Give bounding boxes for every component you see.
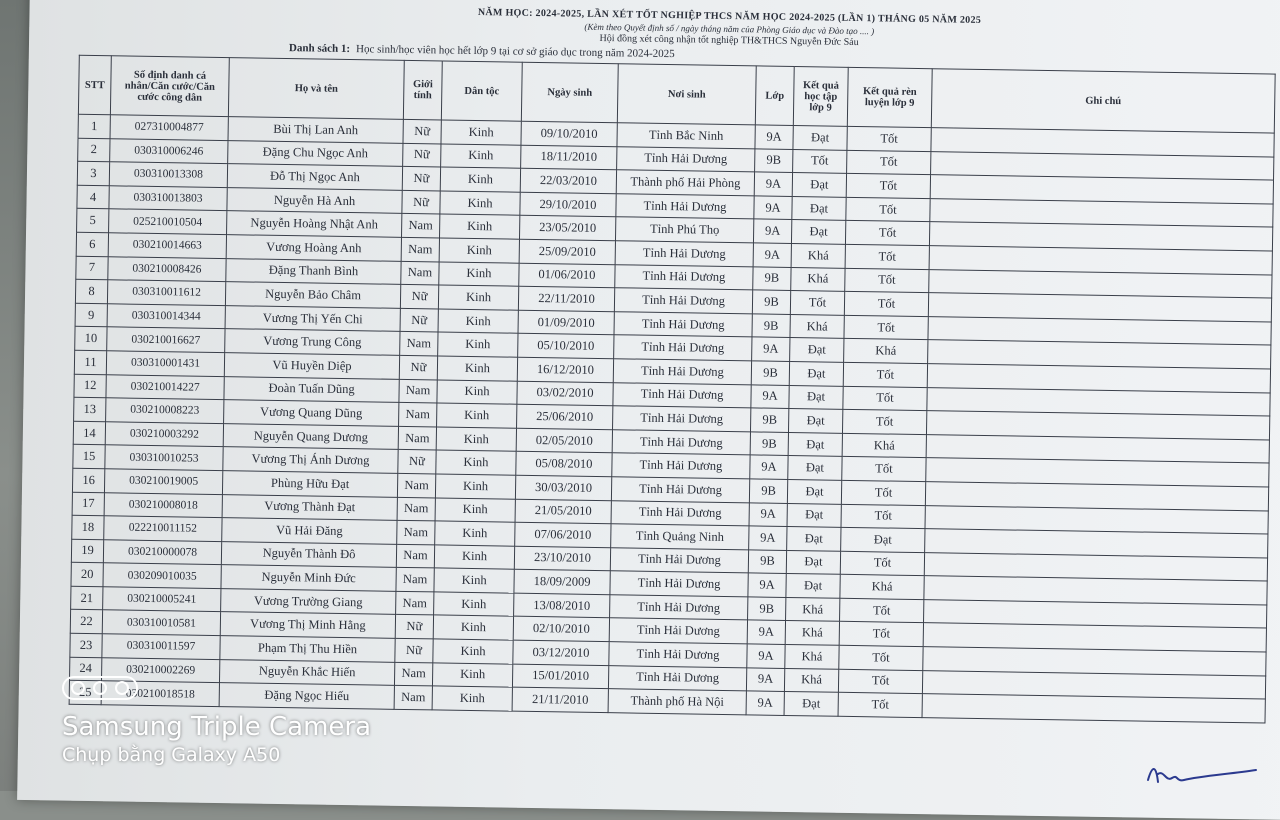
cell-id: 030310011597 — [102, 634, 220, 659]
cell-dob: 07/06/2010 — [515, 522, 611, 547]
cell-id: 030310006246 — [110, 138, 228, 163]
cell-stt: 24 — [70, 657, 102, 681]
cell-birthplace: Tỉnh Hải Dương — [608, 665, 746, 691]
cell-name: Vương Trung Công — [225, 329, 400, 355]
cell-birthplace: Tỉnh Hải Dương — [615, 241, 753, 267]
cell-conduct-result: Tốt — [842, 457, 926, 482]
cell-birthplace: Tỉnh Hải Dương — [616, 194, 754, 220]
cell-birthplace: Tỉnh Hải Dương — [613, 359, 751, 385]
cell-name: Nguyễn Khắc Hiến — [219, 659, 394, 685]
cell-class: 9A — [747, 620, 785, 644]
cell-birthplace: Tỉnh Hải Dương — [614, 288, 752, 314]
cell-dob: 01/09/2010 — [518, 310, 614, 335]
cell-name: Đặng Chu Ngọc Anh — [228, 140, 403, 166]
cell-dob: 25/06/2010 — [517, 404, 613, 429]
cell-dob: 18/11/2010 — [521, 145, 617, 170]
cell-gender: Nữ — [398, 450, 436, 474]
cell-birthplace: Tỉnh Hải Dương — [610, 571, 748, 597]
cell-ethnic: Kinh — [432, 663, 512, 688]
cell-study-result: Đạt — [789, 385, 843, 409]
cell-study-result: Đạt — [787, 503, 841, 527]
cell-dob: 02/05/2010 — [516, 428, 612, 453]
cell-ethnic: Kinh — [440, 167, 520, 192]
cell-dob: 22/11/2010 — [518, 286, 614, 311]
cell-name: Nguyễn Hà Anh — [227, 187, 402, 213]
cell-id: 030310013803 — [109, 186, 227, 211]
cell-ethnic: Kinh — [434, 568, 514, 593]
cell-class: 9B — [753, 266, 791, 290]
cell-dob: 09/10/2010 — [521, 121, 617, 146]
cell-study-result: Tốt — [790, 291, 844, 315]
cell-stt: 7 — [76, 256, 108, 280]
cell-birthplace: Thành phố Hà Nội — [608, 689, 746, 715]
cell-name: Phùng Hữu Đạt — [222, 470, 397, 496]
cell-stt: 25 — [69, 680, 101, 704]
col-ethnic: Dân tộc — [441, 61, 522, 121]
table-body — [69, 114, 1274, 723]
cell-class: 9A — [752, 337, 790, 361]
cell-id: 030210008018 — [104, 492, 222, 517]
cell-class: 9A — [755, 125, 793, 149]
cell-conduct-result: Tốt — [841, 480, 925, 505]
cell-class: 9A — [750, 455, 788, 479]
cell-conduct-result: Khá — [842, 433, 926, 458]
cell-class: 9B — [748, 597, 786, 621]
cell-birthplace: Tỉnh Hải Dương — [610, 547, 748, 573]
cell-id: 030210019005 — [104, 469, 222, 494]
cell-stt: 16 — [72, 468, 104, 492]
cell-name: Đặng Thanh Bình — [226, 258, 401, 284]
cell-name: Nguyễn Quang Dương — [223, 423, 398, 449]
cell-conduct-result: Tốt — [843, 386, 927, 411]
cell-class: 9A — [749, 502, 787, 526]
cell-name: Vương Quang Dũng — [224, 400, 399, 426]
col-id: Số định danh cá nhân/Căn cước/Căn cước công dân — [110, 56, 229, 117]
cell-name: Phạm Thị Thu Hiền — [220, 636, 395, 662]
cell-ethnic: Kinh — [441, 144, 521, 169]
cell-gender: Nam — [396, 591, 434, 615]
cell-gender: Nam — [397, 520, 435, 544]
cell-ethnic: Kinh — [438, 285, 518, 310]
cell-class: 9B — [752, 290, 790, 314]
cell-conduct-result: Tốt — [839, 622, 923, 647]
cell-study-result: Khá — [785, 645, 839, 669]
cell-study-result: Đạt — [786, 574, 840, 598]
cell-conduct-result: Tốt — [838, 693, 922, 718]
handwritten-signature — [1140, 752, 1260, 792]
cell-stt: 12 — [74, 374, 106, 398]
cell-stt: 1 — [78, 114, 110, 138]
cell-study-result: Đạt — [787, 479, 841, 503]
cell-name: Đỗ Thị Ngọc Anh — [227, 164, 402, 190]
cell-birthplace: Tỉnh Quảng Ninh — [611, 524, 749, 550]
cell-birthplace: Tỉnh Bắc Ninh — [617, 123, 755, 149]
cell-study-result: Đạt — [788, 456, 842, 480]
cell-name: Bùi Thị Lan Anh — [228, 117, 403, 143]
cell-conduct-result: Tốt — [840, 598, 924, 623]
cell-ethnic: Kinh — [433, 615, 513, 640]
cell-birthplace: Tỉnh Hải Dương — [610, 595, 748, 621]
cell-class: 9B — [749, 479, 787, 503]
cell-id: 030310013308 — [109, 162, 227, 187]
cell-stt: 11 — [74, 350, 106, 374]
cell-birthplace: Tỉnh Hải Dương — [611, 500, 749, 526]
cell-class: 9A — [754, 172, 792, 196]
cell-birthplace: Tỉnh Hải Dương — [614, 311, 752, 337]
cell-stt: 6 — [76, 232, 108, 256]
cell-gender: Nữ — [403, 119, 441, 143]
cell-birthplace: Tỉnh Hải Dương — [615, 264, 753, 290]
cell-class: 9B — [755, 149, 793, 173]
cell-name: Vũ Hải Đăng — [222, 518, 397, 544]
col-stt: STT — [78, 55, 111, 114]
cell-study-result: Khá — [786, 597, 840, 621]
cell-class: 9B — [748, 550, 786, 574]
cell-dob: 16/12/2010 — [517, 357, 613, 382]
cell-ethnic: Kinh — [435, 521, 515, 546]
cell-id: 025210010504 — [109, 209, 227, 234]
cell-id: 030210000078 — [103, 539, 221, 564]
cell-gender: Nữ — [399, 355, 437, 379]
cell-dob: 18/09/2009 — [514, 569, 610, 594]
cell-study-result: Đạt — [788, 409, 842, 433]
cell-study-result: Khá — [791, 243, 845, 267]
col-name: Họ và tên — [228, 58, 404, 120]
col-class: Lớp — [755, 66, 794, 126]
cell-gender: Nữ — [395, 638, 433, 662]
cell-conduct-result: Tốt — [843, 362, 927, 387]
cell-gender: Nam — [401, 261, 439, 285]
cell-ethnic: Kinh — [434, 592, 514, 617]
cell-conduct-result: Khá — [840, 575, 924, 600]
cell-name: Nguyễn Minh Đức — [221, 565, 396, 591]
cell-gender: Nữ — [400, 308, 438, 332]
cell-conduct-result: Tốt — [840, 551, 924, 576]
cell-gender: Nam — [401, 237, 439, 261]
cell-study-result: Khá — [791, 267, 845, 291]
cell-notes — [922, 694, 1265, 723]
cell-conduct-result: Tốt — [845, 221, 929, 246]
cell-id: 030310010581 — [102, 610, 220, 635]
cell-stt: 5 — [77, 209, 109, 233]
cell-ethnic: Kinh — [434, 545, 514, 570]
cell-ethnic: Kinh — [437, 356, 517, 381]
cell-id: 022210011152 — [104, 516, 222, 541]
cell-ethnic: Kinh — [432, 686, 512, 711]
cell-conduct-result: Tốt — [847, 126, 931, 151]
cell-study-result: Đạt — [791, 220, 845, 244]
cell-id: 030210016627 — [107, 327, 225, 352]
cell-conduct-result: Tốt — [839, 645, 923, 670]
cell-gender: Nữ — [402, 167, 440, 191]
cell-name: Nguyễn Thành Đô — [221, 541, 396, 567]
cell-gender: Nam — [399, 379, 437, 403]
cell-class: 9B — [750, 408, 788, 432]
cell-study-result: Đạt — [793, 126, 847, 150]
cell-name: Nguyễn Hoàng Nhật Anh — [227, 211, 402, 237]
cell-conduct-result: Tốt — [844, 291, 928, 316]
cell-ethnic: Kinh — [437, 403, 517, 428]
cell-birthplace: Tỉnh Hải Dương — [609, 618, 747, 644]
cell-dob: 21/11/2010 — [512, 687, 608, 712]
cell-name: Nguyễn Bảo Châm — [225, 282, 400, 308]
cell-ethnic: Kinh — [435, 474, 515, 499]
cell-id: 030210018518 — [101, 681, 219, 706]
cell-ethnic: Kinh — [436, 427, 516, 452]
cell-dob: 03/12/2010 — [513, 640, 609, 665]
cell-class: 9A — [746, 667, 784, 691]
cell-study-result: Khá — [784, 668, 838, 692]
cell-ethnic: Kinh — [437, 379, 517, 404]
cell-stt: 14 — [73, 421, 105, 445]
cell-birthplace: Thành phố Hải Phòng — [616, 170, 754, 196]
cell-gender: Nam — [400, 332, 438, 356]
cell-study-result: Khá — [790, 314, 844, 338]
cell-class: 9A — [751, 384, 789, 408]
cell-dob: 03/02/2010 — [517, 381, 613, 406]
cell-id: 030210008223 — [106, 398, 224, 423]
cell-conduct-result: Tốt — [847, 150, 931, 175]
cell-stt: 9 — [75, 303, 107, 327]
cell-stt: 3 — [77, 161, 109, 185]
cell-id: 030210003292 — [105, 421, 223, 446]
cell-class: 9B — [752, 314, 790, 338]
cell-id: 030310010253 — [105, 445, 223, 470]
cell-gender: Nữ — [402, 190, 440, 214]
cell-dob: 22/03/2010 — [520, 168, 616, 193]
cell-dob: 21/05/2010 — [515, 499, 611, 524]
cell-dob: 23/10/2010 — [514, 546, 610, 571]
cell-id: 030209010035 — [103, 563, 221, 588]
cell-stt: 18 — [72, 515, 104, 539]
cell-id: 030310014344 — [107, 304, 225, 329]
cell-gender: Nữ — [403, 143, 441, 167]
cell-conduct-result: Tốt — [841, 504, 925, 529]
cell-class: 9A — [754, 196, 792, 220]
document-heading: NĂM HỌC: 2024-2025, LẦN XÉT TỐT NGHIỆP THCS NĂM HỌC 2024-2025 (LẦN 1) THÁNG 05 NĂM 2025 — [477, 7, 982, 26]
cell-class: 9A — [749, 526, 787, 550]
cell-ethnic: Kinh — [435, 497, 515, 522]
cell-birthplace: Tỉnh Hải Dương — [612, 429, 750, 455]
cell-dob: 30/03/2010 — [515, 475, 611, 500]
cell-stt: 22 — [70, 610, 102, 634]
cell-conduct-result: Tốt — [845, 244, 929, 269]
cell-gender: Nam — [399, 402, 437, 426]
cell-stt: 13 — [74, 397, 106, 421]
cell-name: Vương Trường Giang — [221, 588, 396, 614]
col-conduct-result: Kết quả rèn luyện lớp 9 — [847, 67, 932, 127]
cell-stt: 19 — [71, 539, 103, 563]
cell-dob: 02/10/2010 — [513, 617, 609, 642]
cell-stt: 17 — [72, 492, 104, 516]
printed-document — [17, 0, 1280, 820]
cell-dob: 13/08/2010 — [514, 593, 610, 618]
cell-study-result: Đạt — [787, 527, 841, 551]
cell-stt: 20 — [71, 563, 103, 587]
cell-ethnic: Kinh — [440, 191, 520, 216]
cell-id: 030210008426 — [108, 256, 226, 281]
cell-stt: 10 — [75, 327, 107, 351]
cell-conduct-result: Tốt — [838, 669, 922, 694]
triple-lens-icon — [62, 676, 138, 700]
cell-class: 9B — [751, 361, 789, 385]
cell-name: Vương Thị Yến Chi — [225, 305, 400, 331]
col-notes: Ghi chú — [931, 69, 1275, 133]
cell-study-result: Đạt — [792, 196, 846, 220]
cell-study-result: Tốt — [793, 149, 847, 173]
cell-ethnic: Kinh — [436, 450, 516, 475]
cell-study-result: Khá — [785, 621, 839, 645]
cell-id: 030310001431 — [106, 351, 224, 376]
cell-birthplace: Tỉnh Hải Dương — [614, 335, 752, 361]
watermark-subtitle: Chụp bằng Galaxy A50 — [62, 744, 281, 766]
cell-dob: 05/10/2010 — [518, 334, 614, 359]
cell-gender: Nam — [396, 568, 434, 592]
cell-class: 9A — [753, 219, 791, 243]
cell-id: 027310004877 — [110, 115, 228, 140]
cell-ethnic: Kinh — [439, 214, 519, 239]
cell-study-result: Đạt — [784, 692, 838, 716]
cell-stt: 21 — [71, 586, 103, 610]
cell-gender: Nam — [398, 426, 436, 450]
cell-gender: Nam — [402, 214, 440, 238]
cell-conduct-result: Tốt — [845, 268, 929, 293]
cell-gender: Nam — [396, 544, 434, 568]
cell-gender: Nữ — [400, 285, 438, 309]
decision-reference: (Kèm theo Quyết định số / ngày tháng năm của Phòng Giáo dục và Đào tạo .... ) — [584, 21, 875, 37]
cell-conduct-result: Tốt — [844, 315, 928, 340]
cell-study-result: Đạt — [790, 338, 844, 362]
cell-dob: 25/09/2010 — [519, 239, 615, 264]
list-label: Danh sách 1: — [288, 42, 351, 56]
cell-name: Đoàn Tuấn Dũng — [224, 376, 399, 402]
cell-class: 9A — [746, 691, 784, 715]
cell-dob: 23/05/2010 — [519, 216, 615, 241]
student-roster-table — [69, 55, 1276, 724]
cell-stt: 2 — [78, 138, 110, 162]
cell-id: 030210014663 — [108, 233, 226, 258]
cell-dob: 01/06/2010 — [519, 263, 615, 288]
cell-gender: Nam — [397, 497, 435, 521]
cell-conduct-result: Tốt — [846, 197, 930, 222]
cell-name: Vương Thị Ánh Dương — [223, 447, 398, 473]
cell-study-result: Đạt — [789, 361, 843, 385]
col-birthplace: Nơi sinh — [617, 64, 756, 125]
cell-dob: 29/10/2010 — [520, 192, 616, 217]
cell-stt: 8 — [75, 279, 107, 303]
council-name: Hội đồng xét công nhận tốt nghiệp TH&THCS Nguyễn Đức Sáu — [599, 32, 859, 49]
cell-study-result: Đạt — [786, 550, 840, 574]
cell-class: 9A — [753, 243, 791, 267]
cell-conduct-result: Tốt — [846, 174, 930, 199]
cell-stt: 23 — [70, 633, 102, 657]
cell-id: 030310011612 — [107, 280, 225, 305]
cell-id: 030210014227 — [106, 374, 224, 399]
cell-name: Vương Hoàng Anh — [226, 235, 401, 261]
cell-ethnic: Kinh — [438, 309, 518, 334]
cell-ethnic: Kinh — [438, 332, 518, 357]
cell-gender: Nam — [394, 686, 432, 710]
cell-birthplace: Tỉnh Hải Dương — [611, 477, 749, 503]
cell-id: 030210002269 — [101, 657, 219, 682]
cell-birthplace: Tỉnh Phú Thọ — [615, 217, 753, 243]
cell-birthplace: Tỉnh Hải Dương — [609, 642, 747, 668]
cell-name: Vương Thị Minh Hằng — [220, 612, 395, 638]
camera-watermark — [62, 712, 371, 768]
cell-stt: 15 — [73, 445, 105, 469]
cell-class: 9B — [750, 432, 788, 456]
cell-study-result: Đạt — [788, 432, 842, 456]
cell-name: Vương Thành Đạt — [222, 494, 397, 520]
cell-gender: Nữ — [395, 615, 433, 639]
cell-gender: Nam — [397, 473, 435, 497]
cell-study-result: Đạt — [792, 173, 846, 197]
cell-gender: Nam — [394, 662, 432, 686]
cell-birthplace: Tỉnh Hải Dương — [613, 382, 751, 408]
cell-ethnic: Kinh — [439, 238, 519, 263]
col-dob: Ngày sinh — [521, 62, 618, 123]
cell-birthplace: Tỉnh Hải Dương — [613, 406, 751, 432]
cell-ethnic: Kinh — [439, 262, 519, 287]
list-description: Học sinh/học viên học hết lớp 9 tại cơ sở giáo dục trong năm 2024-2025 — [355, 43, 675, 61]
cell-stt: 4 — [77, 185, 109, 209]
watermark-brand: Samsung Triple Camera — [62, 712, 372, 742]
cell-dob: 15/01/2010 — [512, 664, 608, 689]
cell-conduct-result: Tốt — [842, 409, 926, 434]
col-gender: Giới tính — [403, 60, 442, 120]
cell-name: Vũ Huyền Diệp — [224, 353, 399, 379]
cell-birthplace: Tỉnh Hải Dương — [617, 146, 755, 172]
cell-name: Đặng Ngọc Hiếu — [219, 683, 394, 709]
cell-class: 9A — [747, 644, 785, 668]
cell-ethnic: Kinh — [433, 639, 513, 664]
cell-conduct-result: Khá — [844, 339, 928, 364]
cell-class: 9A — [748, 573, 786, 597]
cell-id: 030210005241 — [103, 587, 221, 612]
cell-ethnic: Kinh — [441, 120, 521, 145]
col-study-result: Kết quả học tập lớp 9 — [793, 67, 848, 127]
cell-birthplace: Tỉnh Hải Dương — [612, 453, 750, 479]
cell-conduct-result: Đạt — [841, 527, 925, 552]
cell-dob: 05/08/2010 — [516, 452, 612, 477]
